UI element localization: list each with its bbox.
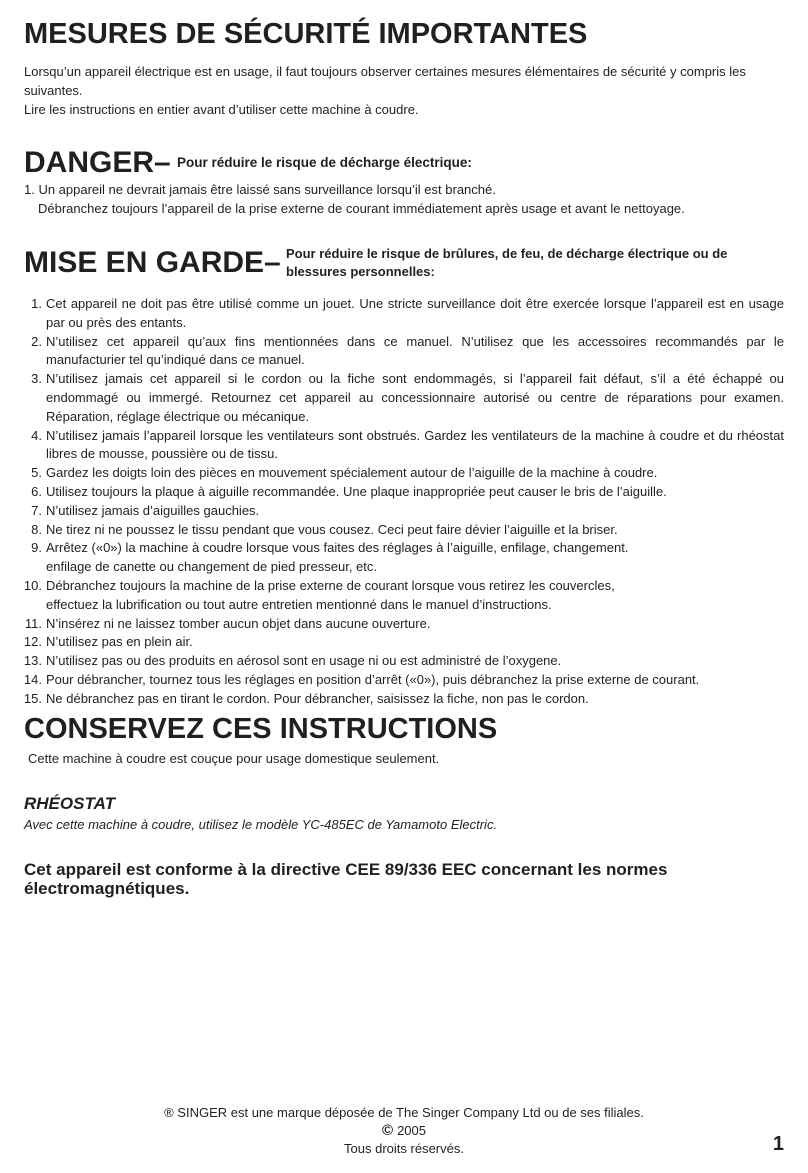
item-number: 4.	[31, 427, 42, 443]
item-text: Arrêtez («0») la machine à coudre lorsque vous faites des réglages à l’aiguille, enfilage, changement.	[46, 540, 629, 556]
list-item	[24, 652, 784, 671]
danger-heading: DANGER–	[24, 146, 171, 179]
item-number: 2.	[31, 333, 42, 349]
danger-line: Débranchez toujours l’appareil de la prise externe de courant immédiatement après usage et avant le nettoyage.	[38, 201, 685, 216]
footer	[0, 1104, 808, 1158]
item-number: 7.	[31, 502, 42, 518]
list-item	[24, 577, 784, 615]
item-number: 6.	[31, 483, 42, 499]
item-text: Utilisez toujours la plaque à aiguille recommandée. Une plaque inappropriée peut causer le bris de l’aiguille.	[46, 483, 667, 499]
item-text: N’utilisez cet appareil qu’aux fins mentionnées dans ce manuel. N’utilisez que les accessoires recommandés par le manufacturier tel qu’indiqué dans ce manuel.	[46, 333, 784, 368]
item-number: 5.	[31, 465, 42, 481]
list-item	[24, 521, 784, 540]
cee-notice: Cet appareil est conforme à la directive CEE 89/336 EEC concernant les normes électromagnétiques.	[24, 860, 668, 898]
list-item	[24, 333, 784, 371]
item-number: 1.	[31, 296, 42, 311]
item-text-continued: effectuez la lubrification ou tout autre entretien mentionné dans le manuel d’instructions.	[46, 596, 552, 612]
page-number: 1	[772, 1133, 784, 1155]
list-item	[24, 427, 784, 465]
warning-heading: MISE EN GARDE–	[24, 246, 281, 279]
list-item	[24, 633, 784, 652]
item-text: N’insérez ni ne laissez tomber aucun objet dans aucune ouverture.	[46, 615, 431, 631]
item-text: Gardez les doigts loin des pièces en mouvement spécialement autour de l’aiguille de la machine à coudre.	[46, 465, 658, 481]
item-text: N’utilisez jamais cet appareil si le cordon ou la fiche sont endommagés, si l’appareil fait défaut, s’il a été échappé ou endommagé ou immergé. Retournez cet appareil au concessionnaire autorisé ou centre de réparations pour examen. Réparation, réglage électrique ou mécanique.	[46, 371, 784, 424]
list-item	[24, 295, 784, 333]
item-text: Ne débranchez pas en tirant le cordon. Pour débrancher, saisissez la fiche, non pas le cordon.	[46, 690, 589, 706]
rheostat-text: Avec cette machine à coudre, utilisez le modèle YC-485EC de Yamamoto Electric.	[24, 817, 498, 832]
rights-line: Tous droits réservés.	[344, 1141, 464, 1156]
list-item	[24, 615, 784, 634]
item-text: N’utilisez jamais l’appareil lorsque les ventilateurs sont obstrués. Gardez les ventilateurs de la machine à coudre et du rhéostat libres de mousse, poussière ou de tissu.	[46, 427, 784, 462]
list-item	[24, 483, 784, 502]
item-text: N’utilisez jamais d’aiguilles gauchies.	[46, 502, 260, 518]
item-text-continued: enfilage de canette ou changement de pied presseur, etc.	[46, 559, 378, 575]
warning-subtitle: Pour réduire le risque de brûlures, de feu, de décharge électrique ou de blessures personnelles:	[286, 246, 728, 279]
item-text: Débranchez toujours la machine de la prise externe de courant lorsque vous retirez les couvercles,	[46, 577, 615, 593]
copyright-year: 2005	[397, 1123, 426, 1138]
item-text: Cet appareil ne doit pas être utilisé comme un jouet. Une stricte surveillance doit être exercée lorsque l’appareil est en usage par ou près des entants.	[46, 296, 784, 330]
intro-line: Lorsqu’un appareil électrique est en usage, il faut toujours observer certaines mesures élémentaires de sécurité y compris les suivantes.	[24, 64, 746, 98]
item-number: 11.	[24, 615, 42, 631]
list-item	[24, 539, 784, 577]
list-item	[24, 464, 784, 483]
conserve-text: Cette machine à coudre est couçue pour usage domestique seulement.	[28, 751, 440, 766]
list-item	[24, 370, 784, 426]
item-text: N’utilisez pas ou des produits en aérosol sont en usage ni ou est administré de l’oxygene.	[46, 653, 562, 669]
conserve-heading: CONSERVEZ CES INSTRUCTIONS	[24, 713, 498, 745]
warning-list	[24, 295, 784, 709]
item-number: 3.	[31, 371, 42, 387]
item-number: 12.	[23, 634, 42, 650]
item-number: 9.	[31, 540, 42, 556]
item-number: 15.	[23, 690, 42, 706]
danger-line: 1. Un appareil ne devrait jamais être laissé sans surveillance lorsqu’il est branché.	[24, 182, 496, 197]
item-number: 10.	[23, 577, 42, 593]
item-number: 14.	[23, 671, 42, 687]
item-number: 8.	[31, 521, 42, 537]
item-text: N’utilisez pas en plein air.	[46, 634, 193, 650]
trademark-line: ® SINGER est une marque déposée de The Singer Company Ltd ou de ses filiales.	[164, 1105, 644, 1120]
intro-paragraph	[24, 62, 786, 119]
copyright-line	[382, 1122, 426, 1140]
danger-subtitle: Pour réduire le risque de décharge électrique:	[177, 155, 472, 170]
danger-body	[24, 180, 794, 218]
item-number: 13.	[23, 653, 42, 669]
list-item	[24, 502, 784, 521]
copyright-icon: ©	[382, 1122, 394, 1139]
item-text: Ne tirez ni ne poussez le tissu pendant que vous cousez. Ceci peut faire dévier l’aiguille et la briser.	[46, 521, 618, 537]
intro-line: Lire les instructions en entier avant d’utiliser cette machine à coudre.	[24, 102, 419, 117]
rheostat-heading: RHÉOSTAT	[24, 794, 115, 813]
item-text: Pour débrancher, tournez tous les réglages en position d’arrêt («0»), puis débranchez la prise externe de courant.	[46, 671, 700, 687]
list-item	[24, 690, 784, 709]
page-title: MESURES DE SÉCURITÉ IMPORTANTES	[24, 18, 588, 50]
list-item	[24, 671, 784, 690]
